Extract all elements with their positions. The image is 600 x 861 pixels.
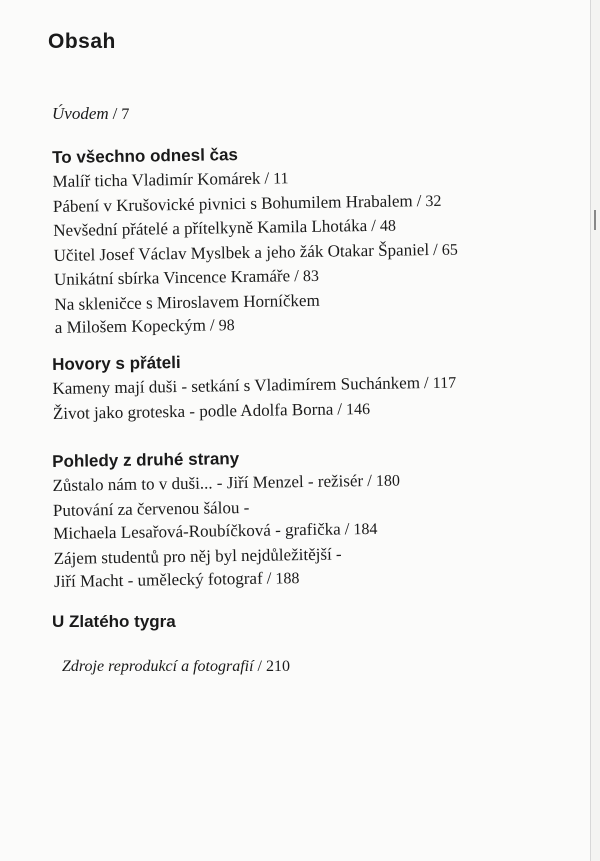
entry-title: Pábení v Krušovické pivnici s Bohumilem Hrabalem <box>52 190 413 216</box>
separator: / <box>112 104 118 123</box>
entry-title: Na skleničce s Miroslavem Horníčkem <box>54 290 320 314</box>
entry-title: Malíř ticha Vladimír Komárek <box>52 168 261 191</box>
separator: / <box>344 519 350 539</box>
toc-section-pohledy-z-druhe-strany <box>52 447 402 595</box>
entry-page-number: 180 <box>375 472 401 490</box>
section-heading: Pohledy z druhé strany <box>52 449 240 471</box>
section-heading: To všechno odnesl čas <box>52 145 239 167</box>
separator: / <box>264 168 270 188</box>
entry-page-number: 32 <box>425 192 442 210</box>
separator: / <box>416 190 422 210</box>
sources-label: Zdroje reprodukcí a fotografií <box>62 658 254 675</box>
entry-title: Zůstalo nám to v duši... - Jiří Menzel - režisér <box>52 471 364 495</box>
toc-section-u-zlateho-tygra[interactable] <box>52 612 176 634</box>
intro-label: Úvodem <box>52 104 109 123</box>
section-heading: Hovory s přáteli <box>52 352 181 374</box>
separator: / <box>209 315 215 335</box>
separator: / <box>337 398 343 419</box>
toc-entry[interactable] <box>55 310 460 341</box>
separator: / <box>257 658 262 675</box>
toc-section-to-vsechno-odnesl-cas <box>52 142 459 341</box>
entry-page-number: 188 <box>275 570 300 588</box>
entry-title: a Milošem Kopeckým <box>54 315 207 337</box>
entry-title: Kameny mají duši - setkání s Vladimírem Suchánkem <box>52 373 421 398</box>
entry-page-number: 83 <box>302 267 320 286</box>
separator: / <box>432 239 438 259</box>
entry-title: Michaela Lesařová-Roubíčková - grafička <box>53 519 341 543</box>
entry-page-number: 117 <box>432 374 457 393</box>
entry-title: Nevšední přátelé a přítelkyně Kamila Lhotáka <box>53 216 368 240</box>
separator: / <box>371 215 377 235</box>
entry-title: Unikátní sbírka Vincence Kramáře <box>53 266 291 289</box>
toc-section-hovory-s-prateli <box>52 349 457 426</box>
entry-page-number: 184 <box>353 520 378 539</box>
separator: / <box>423 373 429 393</box>
section-heading: U Zlatého tygra <box>52 612 176 631</box>
page-edge-mark <box>594 210 596 230</box>
separator: / <box>366 470 373 491</box>
entry-title: Život jako groteska - podle Adolfa Borna <box>52 399 334 423</box>
entry-page-number: 98 <box>218 317 235 335</box>
entry-title: Jiří Macht - umělecký fotograf <box>53 568 263 591</box>
intro-page-number: 7 <box>121 106 130 123</box>
entry-page-number: 48 <box>379 217 397 235</box>
toc-entry[interactable] <box>54 565 402 595</box>
entry-title: Zájem studentů pro něj byl nejdůležitější - <box>53 543 342 568</box>
sources-page-number: 210 <box>266 658 290 675</box>
separator: / <box>293 266 300 286</box>
entry-page-number: 65 <box>441 241 458 259</box>
toc-sources-entry[interactable] <box>62 658 290 676</box>
entry-title: Putování za červenou šálou - <box>52 497 250 520</box>
entry-page-number: 11 <box>273 170 289 188</box>
separator: / <box>266 568 272 588</box>
page-title: Obsah <box>48 30 116 53</box>
entry-title: Učitel Josef Václav Myslbek a jeho žák Otakar Španiel <box>53 239 430 265</box>
entry-page-number: 146 <box>345 400 371 418</box>
toc-intro-entry[interactable] <box>52 104 129 124</box>
